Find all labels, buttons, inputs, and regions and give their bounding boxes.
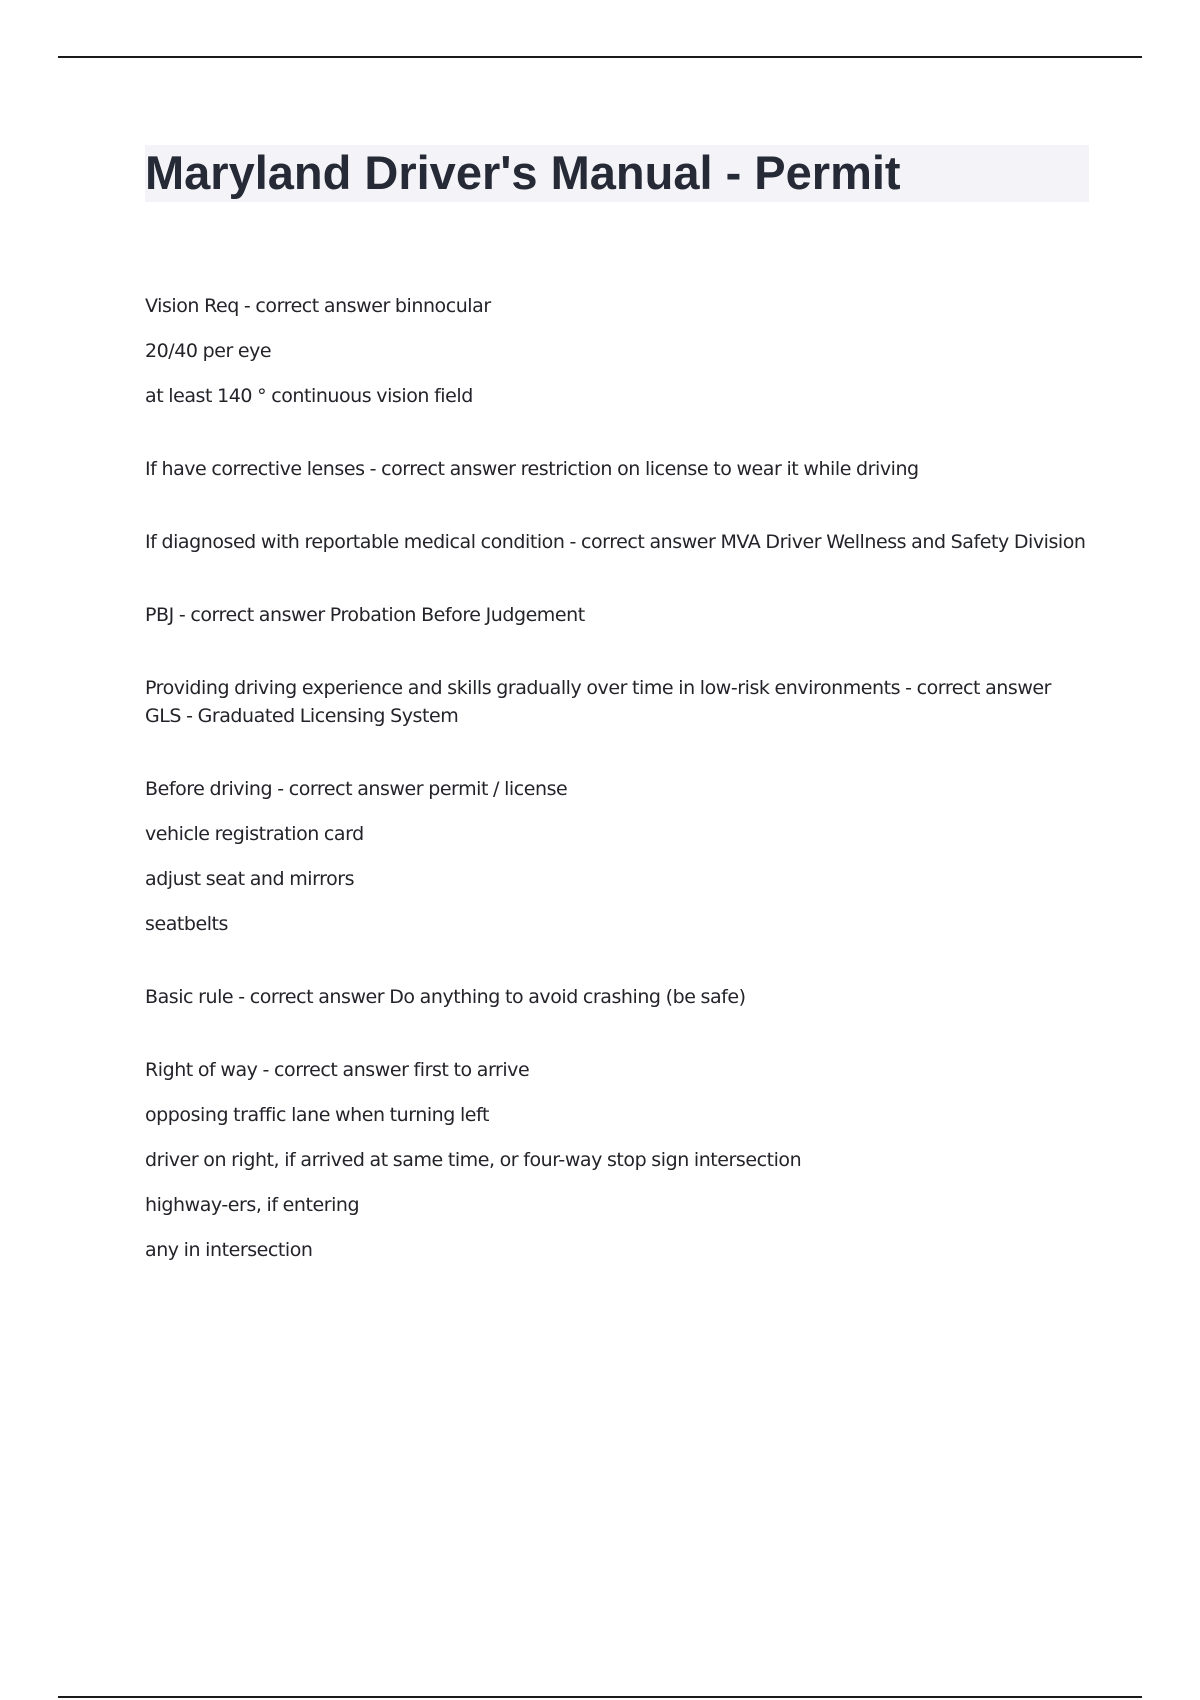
document-title: Maryland Driver's Manual - Permit [145,146,901,199]
bottom-rule [58,1696,1142,1698]
qa-entry-before-driving [145,775,1091,938]
entry-line: any in intersection [145,1239,313,1261]
qa-entry-vision [145,292,1091,410]
entry-line: If have corrective lenses - correct answer restriction on license to wear it while driving [145,458,919,480]
qa-list [145,292,1091,1309]
entry-line: Vision Req - correct answer binnocular [145,295,491,317]
qa-entry-corrective-lenses [145,455,1091,483]
entry-line: 20/40 per eye [145,340,272,362]
entry-line: adjust seat and mirrors [145,868,355,890]
entry-line: driver on right, if arrived at same time, or four-way stop sign intersection [145,1149,802,1171]
entry-line: Right of way - correct answer first to arrive [145,1059,530,1081]
entry-line: Providing driving experience and skills gradually over time in low-risk environments - correct answer GLS - Graduated Licensing System [145,677,1052,727]
entry-line: Basic rule - correct answer Do anything to avoid crashing (be safe) [145,986,746,1008]
top-rule [58,56,1142,58]
entry-line: seatbelts [145,913,229,935]
entry-line: PBJ - correct answer Probation Before Judgement [145,604,585,626]
entry-line: vehicle registration card [145,823,364,845]
entry-line: If diagnosed with reportable medical condition - correct answer MVA Driver Wellness and Safety Division [145,531,1086,553]
qa-entry-right-of-way [145,1056,1091,1264]
qa-entry-pbj [145,601,1091,629]
entry-line: highway-ers, if entering [145,1194,360,1216]
qa-entry-gls [145,674,1091,730]
entry-line: opposing traffic lane when turning left [145,1104,489,1126]
qa-entry-medical-condition [145,528,1091,556]
qa-entry-basic-rule [145,983,1091,1011]
entry-line: at least 140 ° continuous vision field [145,385,473,407]
entry-line: Before driving - correct answer permit / license [145,778,568,800]
